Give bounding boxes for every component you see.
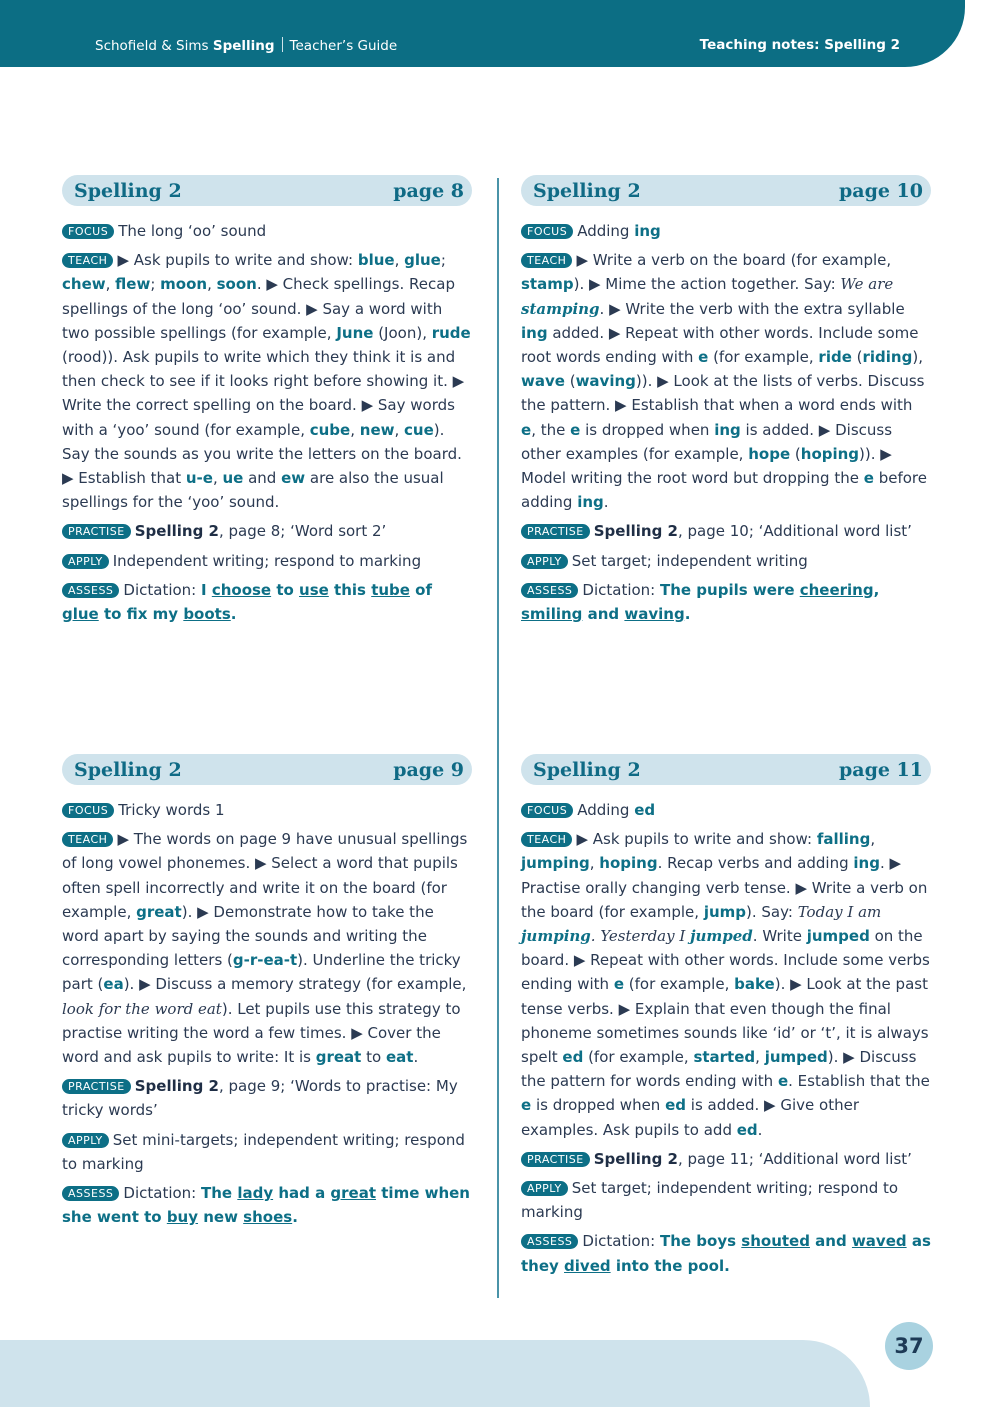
practise-text: Spelling 2: [593, 1149, 678, 1168]
teach-text: riding: [862, 348, 913, 367]
section-page-9: [62, 754, 472, 1229]
practise-label: PRACTISE: [62, 524, 131, 539]
teach-text: (rood)). Ask pupils to write which they think it is and then check to see if it looks right before showing it. ▶ Write the correct spelling on the board. ▶ Say words with a ‘yoo’ sound (for example,: [62, 348, 465, 439]
assess-text: Dictation:: [123, 580, 201, 599]
teach-text: . Yesterday I: [590, 927, 691, 946]
practise-text: Spelling 2: [134, 522, 219, 541]
teach-text: waving: [575, 372, 636, 391]
teach-text: hope: [748, 444, 791, 463]
apply-paragraph: [62, 549, 472, 573]
assess-text: The: [201, 1184, 238, 1203]
brand-product: Spelling: [212, 38, 275, 54]
practise-label: PRACTISE: [521, 1152, 590, 1167]
teach-text: ea: [103, 975, 124, 994]
teach-text: ),: [912, 348, 923, 367]
assess-text: smiling: [521, 605, 583, 624]
focus-text: Adding: [577, 801, 635, 819]
teach-text: .: [757, 1120, 763, 1139]
teach-text: jumping: [521, 854, 590, 873]
teach-text: jumped: [764, 1048, 828, 1067]
focus-text: ed: [634, 801, 656, 819]
teach-text: jumped: [690, 927, 753, 946]
assess-text: had a: [273, 1184, 331, 1203]
teach-text: added. ▶ Repeat with other words. Include some root words ending with: [521, 323, 919, 367]
practise-paragraph: [521, 1147, 931, 1171]
teach-text: stamp: [521, 275, 574, 294]
apply-text: Independent writing; respond to marking: [112, 551, 422, 570]
apply-label: APPLY: [521, 554, 568, 569]
teach-text: , the: [531, 420, 571, 439]
assess-text: to fix my: [98, 605, 184, 624]
teach-text: ). ▶ Discuss a memory strategy (for example,: [123, 975, 467, 994]
assess-text: glue: [62, 605, 99, 624]
teach-text: . Recap verbs and adding: [657, 854, 854, 873]
teach-text: soon: [216, 275, 257, 294]
assess-text: Dictation:: [123, 1184, 201, 1203]
section-title: Spelling 2: [74, 179, 182, 202]
teach-text: ,: [105, 275, 116, 294]
teach-text: . ▶ Write the verb with the extra syllable: [599, 299, 905, 318]
teach-text: cue: [404, 420, 434, 439]
teach-text: e: [570, 420, 581, 439]
focus-label: FOCUS: [62, 224, 114, 239]
teach-text: e: [698, 348, 709, 367]
assess-label: ASSESS: [521, 1234, 578, 1249]
teach-text: bake: [734, 975, 775, 994]
apply-paragraph: [521, 549, 931, 573]
section-page-8: [62, 175, 472, 626]
teach-text: cube: [309, 420, 351, 439]
teach-text: is dropped when: [531, 1096, 666, 1115]
footer-band: [0, 1340, 870, 1407]
teach-text: e: [521, 420, 532, 439]
assess-text: buy: [166, 1208, 199, 1227]
assess-text: as they: [521, 1232, 931, 1275]
section-header: [62, 754, 472, 785]
practise-paragraph: [62, 1074, 472, 1122]
teach-text: ). ▶ Demonstrate how to take the word apart by saying the sounds and writing the corresponding letters (: [62, 902, 434, 970]
assess-text: I: [201, 580, 212, 599]
teach-text: (for example,: [708, 348, 819, 367]
teach-text: rude: [431, 323, 471, 342]
teach-text: ). Say the sounds as you write the letters on the board. ▶ Establish that: [62, 420, 462, 488]
practise-text: , page 9; ‘Words to practise: My tricky words’: [62, 1077, 458, 1120]
header-bar: [0, 0, 965, 67]
section-page-ref: page 10: [838, 179, 923, 202]
teach-text: We are: [840, 275, 894, 294]
teach-text: on the board. ▶ Repeat with other words. Include some verbs ending with: [521, 927, 930, 994]
assess-text: .: [230, 605, 237, 624]
focus-label: FOCUS: [521, 224, 573, 239]
assess-label: ASSESS: [62, 583, 119, 598]
teach-text: new: [359, 420, 395, 439]
apply-paragraph: [62, 1128, 472, 1176]
teach-text: great: [136, 902, 182, 921]
teach-text: ▶ Ask pupils to write and show:: [576, 830, 817, 849]
practise-text: , page 8; ‘Word sort 2’: [218, 522, 387, 541]
teach-text: e: [521, 1096, 532, 1115]
teach-text: .: [413, 1048, 419, 1067]
assess-label: ASSESS: [521, 583, 578, 598]
practise-paragraph: [62, 519, 472, 543]
assess-text: this: [328, 580, 372, 599]
brand-name: Schofield & Sims: [95, 38, 213, 54]
teach-text: ing: [853, 854, 880, 873]
focus-label: FOCUS: [62, 803, 114, 818]
practise-text: Spelling 2: [593, 522, 678, 541]
teach-text: ed: [562, 1048, 584, 1067]
teach-text: ). Let pupils use this strategy to practise writing the word a few times. ▶ Cover the word and ask pupils to write: It is: [62, 999, 461, 1067]
teach-text: (for example,: [583, 1048, 694, 1067]
assess-paragraph: [62, 1181, 472, 1229]
teach-text: Today I am: [797, 902, 882, 921]
apply-text: Set target; independent writing; respond to marking: [521, 1179, 899, 1222]
assess-text: shouted: [741, 1232, 810, 1251]
apply-label: APPLY: [521, 1181, 568, 1196]
focus-paragraph: [62, 219, 472, 243]
teach-text: ,: [212, 469, 223, 488]
teach-text: look for the word eat: [62, 999, 222, 1018]
teach-text: ue: [222, 469, 244, 488]
teach-paragraph: [62, 827, 472, 1069]
header-brand: [95, 37, 397, 54]
section-header: [521, 175, 931, 206]
focus-label: FOCUS: [521, 803, 573, 818]
teach-text: e: [777, 1072, 789, 1091]
teach-text: great: [315, 1048, 362, 1067]
teach-text: ,: [394, 420, 405, 439]
assess-text: tube: [371, 580, 410, 599]
section-page-ref: page 11: [838, 758, 923, 781]
teach-text: ,: [350, 420, 360, 439]
assess-text: choose: [211, 580, 272, 599]
teach-text: ). Say:: [746, 902, 798, 921]
teach-paragraph: [62, 248, 472, 514]
teach-text: ). Underline the tricky part (: [62, 951, 461, 994]
teach-text: ). ▶ Discuss the pattern for words ending with: [521, 1048, 917, 1091]
teach-label: TEACH: [62, 253, 113, 268]
teach-text: ing: [714, 420, 741, 439]
teach-text: is dropped when: [580, 420, 715, 439]
practise-label: PRACTISE: [521, 524, 590, 539]
teach-text: ride: [818, 348, 852, 367]
teach-text: jumping: [521, 927, 591, 946]
practise-text: Spelling 2: [134, 1077, 219, 1096]
teach-text: jump: [703, 902, 746, 921]
teach-text: blue: [357, 251, 395, 270]
teach-label: TEACH: [521, 253, 572, 268]
teach-text: jumped: [806, 927, 870, 946]
assess-text: The boys: [660, 1232, 742, 1251]
apply-text: Set mini-targets; independent writing; respond to marking: [62, 1130, 465, 1173]
teach-text: ,: [589, 854, 600, 873]
assess-text: use: [299, 580, 329, 599]
focus-text: Adding: [577, 222, 635, 240]
teach-text: wave: [521, 372, 565, 391]
teach-text: chew: [62, 275, 106, 294]
teach-text: (: [564, 372, 576, 391]
guide-name: Teacher’s Guide: [289, 38, 398, 54]
apply-text: Set target; independent writing: [571, 551, 808, 570]
assess-text: .: [684, 605, 691, 624]
teach-text: glue: [404, 251, 441, 270]
assess-text: ,: [873, 580, 880, 599]
teach-text: and: [243, 469, 282, 488]
teach-text: is added. ▶ Discuss other examples (for example,: [521, 420, 893, 463]
teach-text: flew: [115, 275, 151, 294]
apply-paragraph: [521, 1176, 931, 1224]
header-separator: [282, 37, 283, 52]
focus-text: The long ‘oo’ sound: [118, 222, 267, 240]
teach-paragraph: [521, 248, 931, 514]
teach-text: is added. ▶ Give other examples. Ask pupils to add: [521, 1096, 859, 1139]
section-page-ref: page 9: [393, 758, 464, 781]
teach-text: ). ▶ Mime the action together. Say:: [573, 275, 841, 294]
teach-text: .: [603, 493, 609, 512]
practise-text: , page 10; ‘Additional word list’: [677, 522, 912, 541]
teach-text: June: [336, 323, 374, 342]
assess-text: shoes: [243, 1208, 293, 1227]
teach-text: u-e: [185, 469, 213, 488]
assess-text: new: [198, 1208, 244, 1227]
teach-text: ew: [281, 469, 306, 488]
assess-label: ASSESS: [62, 1186, 119, 1201]
focus-text: ing: [634, 222, 661, 240]
page-number: 37: [885, 1322, 933, 1370]
section-page-10: [521, 175, 931, 626]
teach-text: e: [863, 469, 874, 488]
teach-label: TEACH: [521, 832, 572, 847]
assess-text: and: [809, 1232, 852, 1251]
teach-text: (: [851, 348, 863, 367]
practise-paragraph: [521, 519, 931, 543]
teach-text: ing: [577, 493, 604, 512]
teach-text: to: [361, 1048, 386, 1067]
teach-text: (Joon),: [373, 323, 432, 342]
column-divider: [497, 178, 499, 1298]
teach-text: hoping: [599, 854, 658, 873]
teach-paragraph: [521, 827, 931, 1142]
teach-text: ed: [736, 1120, 758, 1139]
teach-text: e: [613, 975, 624, 994]
teach-text: ,: [394, 251, 405, 270]
teach-text: ). ▶ Look at the past tense verbs. ▶ Explain that even though the final phoneme sometimes sounds like ‘id’ or ‘t’, it is always spelt: [521, 975, 929, 1067]
teach-text: . ▶ Check spellings. Recap spellings of the long ‘oo’ sound. ▶ Say a word with two possible spellings (for example,: [62, 275, 455, 342]
teach-text: hoping: [800, 444, 860, 463]
practise-label: PRACTISE: [62, 1079, 131, 1094]
assess-text: to: [271, 580, 300, 599]
teach-text: ,: [870, 830, 876, 849]
assess-text: waved: [851, 1232, 907, 1251]
teach-text: g-r-ea-t: [232, 951, 298, 970]
teach-text: are also the usual spellings for the ‘yoo’ sound.: [62, 469, 444, 512]
apply-label: APPLY: [62, 554, 109, 569]
teach-text: ▶ The words on page 9 have unusual spellings of long vowel phonemes. ▶ Select a word that pupils often spell incorrectly and write it on the board (for example,: [62, 830, 468, 921]
teach-text: (for example,: [624, 975, 735, 994]
teach-text: moon: [160, 275, 208, 294]
teach-text: ;: [150, 275, 161, 294]
assess-text: into the pool.: [610, 1256, 730, 1275]
teach-text: ing: [521, 323, 548, 342]
teach-text: ed: [665, 1096, 687, 1115]
focus-paragraph: [62, 798, 472, 822]
assess-text: Dictation:: [582, 580, 660, 599]
teach-text: . Establish that the: [788, 1072, 930, 1091]
teach-text: ,: [207, 275, 217, 294]
teach-text: falling: [816, 830, 871, 849]
teach-text: . Write: [752, 927, 807, 946]
teach-text: )). ▶ Model writing the root word but dropping the: [521, 444, 892, 488]
assess-text: The pupils were: [660, 580, 800, 599]
focus-text: Tricky words 1: [118, 801, 225, 819]
header-section: Teaching notes: Spelling 2: [699, 37, 900, 53]
assess-paragraph: [521, 578, 931, 626]
assess-text: and: [582, 605, 625, 624]
assess-text: lady: [237, 1184, 274, 1203]
teach-text: )). ▶ Look at the lists of verbs. Discuss the pattern. ▶ Establish that when a word ends with: [521, 372, 925, 415]
assess-paragraph: [521, 1229, 931, 1277]
assess-text: great: [330, 1184, 377, 1203]
section-title: Spelling 2: [533, 758, 641, 781]
assess-text: dived: [564, 1256, 611, 1275]
section-title: Spelling 2: [74, 758, 182, 781]
assess-text: Dictation:: [582, 1232, 660, 1251]
teach-text: ▶ Write a verb on the board (for example,: [576, 251, 892, 270]
teach-text: eat: [385, 1048, 414, 1067]
assess-text: time when she went to: [62, 1184, 470, 1227]
practise-text: , page 11; ‘Additional word list’: [677, 1149, 912, 1168]
section-title: Spelling 2: [533, 179, 641, 202]
teach-text: stamping: [521, 299, 600, 318]
teach-text: (: [790, 444, 801, 463]
teach-text: ▶ Ask pupils to write and show:: [117, 251, 358, 270]
section-page-11: [521, 754, 931, 1278]
focus-paragraph: [521, 219, 931, 243]
apply-label: APPLY: [62, 1133, 109, 1148]
teach-text: ,: [755, 1048, 765, 1067]
section-header: [62, 175, 472, 206]
assess-text: waving: [624, 605, 685, 624]
teach-text: . ▶ Practise orally changing verb tense. ▶ Write a verb on the board (for example,: [521, 854, 928, 921]
focus-paragraph: [521, 798, 931, 822]
section-header: [521, 754, 931, 785]
assess-text: .: [292, 1208, 298, 1227]
teach-text: ;: [440, 251, 446, 270]
assess-text: cheering: [799, 580, 874, 599]
assess-text: of: [409, 580, 433, 599]
teach-label: TEACH: [62, 832, 113, 847]
teach-text: before adding: [521, 469, 927, 512]
assess-paragraph: [62, 578, 472, 626]
section-page-ref: page 8: [393, 179, 464, 202]
teach-text: started: [693, 1048, 756, 1067]
assess-text: boots: [183, 605, 231, 624]
